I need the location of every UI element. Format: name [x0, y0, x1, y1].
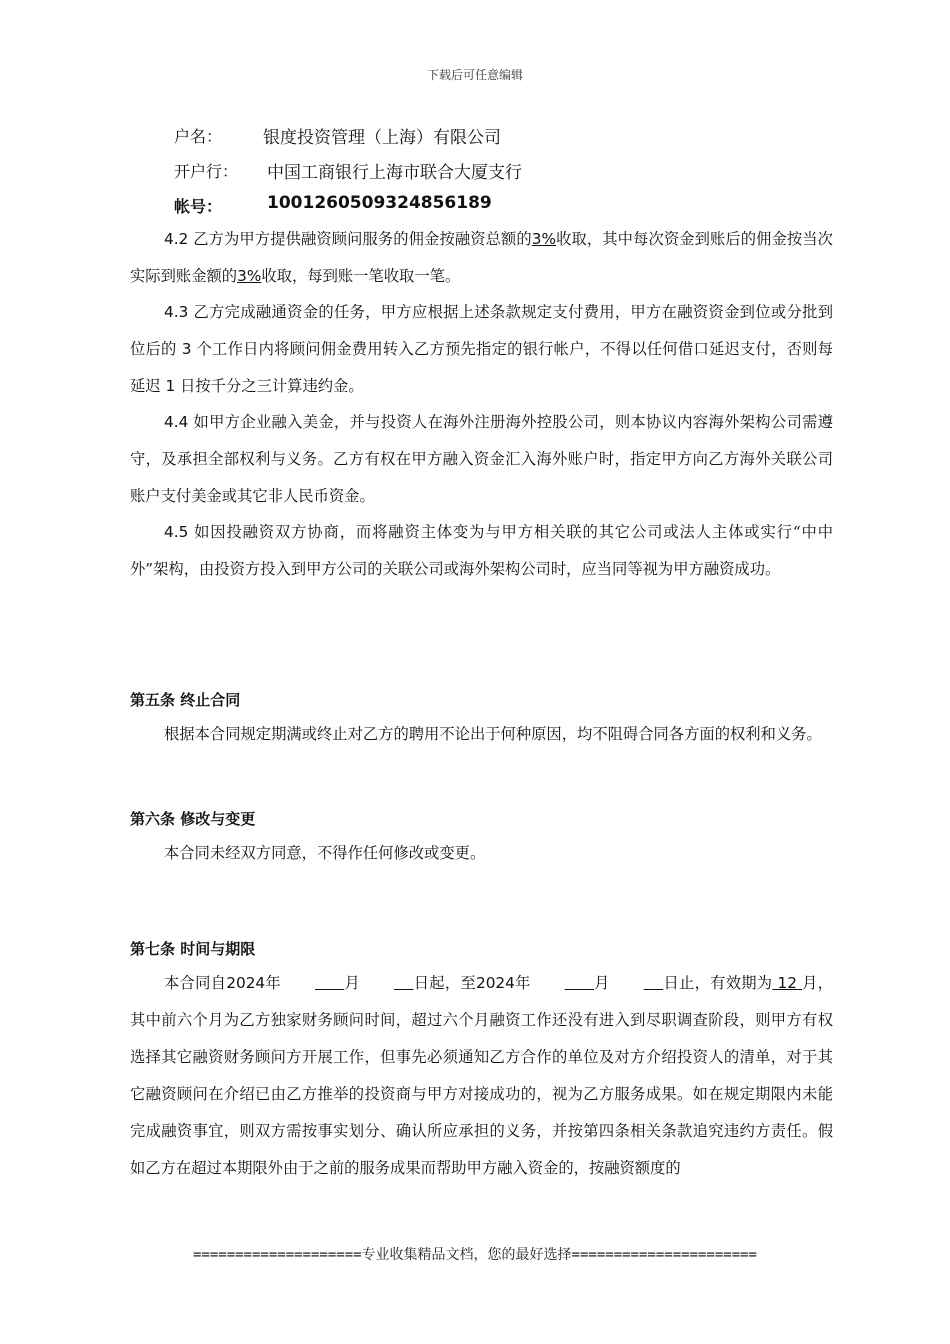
day-blank-1: [360, 965, 413, 1002]
account-number-label: 帐号：: [174, 197, 223, 216]
account-bank-label: 开户行：: [174, 162, 239, 181]
article-7-text: 本合同自2024年 月 日起，至2024年 月 日止，有效期为 12 月，其中前六个月为乙方独家财务顾问时间，超过六个月融资工作还没有进入到尽职调查阶段，则甲方有权选择其它融资财务顾问方开展工作，但事先必须通知乙方合作的单位及对方介绍投资人的清单，对于其它融资顾问在介绍已由乙方推举的投资商与甲方对接成功的，视为乙方服务成果。如在规定期限内未能完成融资事宜，则双方需按事实划分、确认所应承担的义务，并按第四条相关条款追究违约方责任。假如乙方在超过本期限外由于之前的服务成果而帮助甲方融入资金的，按融资额度的: [130, 965, 833, 1187]
term-months: 12: [777, 974, 797, 992]
header-note: 下载后可任意编辑: [426, 68, 523, 82]
clause-4-2: 4.2 乙方为甲方提供融资顾问服务的佣金按融资总额的3%收取，其中每次资金到账后的佣金按当次实际到账金额的3%收取，每到账一笔收取一笔。: [130, 230, 833, 285]
month-blank-1: [281, 965, 344, 1002]
clause-4-3: 4.3 乙方完成融通资金的任务，甲方应根据上述条款规定支付费用，甲方在融资资金到位或分批到位后的 3 个工作日内将顾问佣金费用转入乙方预先指定的银行帐户，不得以任何借口延迟支付，否则每延迟 1 日按千分之三计算违约金。: [130, 303, 833, 395]
month-blank-2: [531, 965, 594, 1002]
day-blank-2: [610, 965, 663, 1002]
account-name-value: 银度投资管理（上海）有限公司: [263, 128, 501, 148]
article-5-text: 根据本合同规定期满或终止对乙方的聘用不论出于何种原因，均不阻碍合同各方面的权利和义务。: [164, 725, 822, 743]
account-number-value: 1001260509324856189: [267, 193, 492, 213]
account-bank-value: 中国工商银行上海市联合大厦支行: [267, 163, 522, 183]
article-5-title: 第五条 终止合同: [130, 691, 241, 709]
clause-4-5: 4.5 如因投融资双方协商，而将融资主体变为与甲方相关联的其它公司或法人主体或实行“中中外”架构，由投资方投入到甲方公司的关联公司或海外架构公司时，应当同等视为甲方融资成功。: [130, 523, 833, 578]
footer-banner: ====================专业收集精品文档，您的最好选择======================: [192, 1247, 757, 1263]
account-name-label: 户名：: [174, 127, 223, 146]
article-6-text: 本合同未经双方同意，不得作任何修改或变更。: [164, 844, 486, 862]
article-6-title: 第六条 修改与变更: [130, 810, 256, 828]
article-7-title: 第七条 时间与期限: [130, 940, 256, 958]
clause-4-4: 4.4 如甲方企业融入美金，并与投资人在海外注册海外控股公司，则本协议内容海外架构公司需遵守，及承担全部权利与义务。乙方有权在甲方融入资金汇入海外账户时，指定甲方向乙方海外关联公司账户支付美金或其它非人民币资金。: [130, 413, 833, 505]
